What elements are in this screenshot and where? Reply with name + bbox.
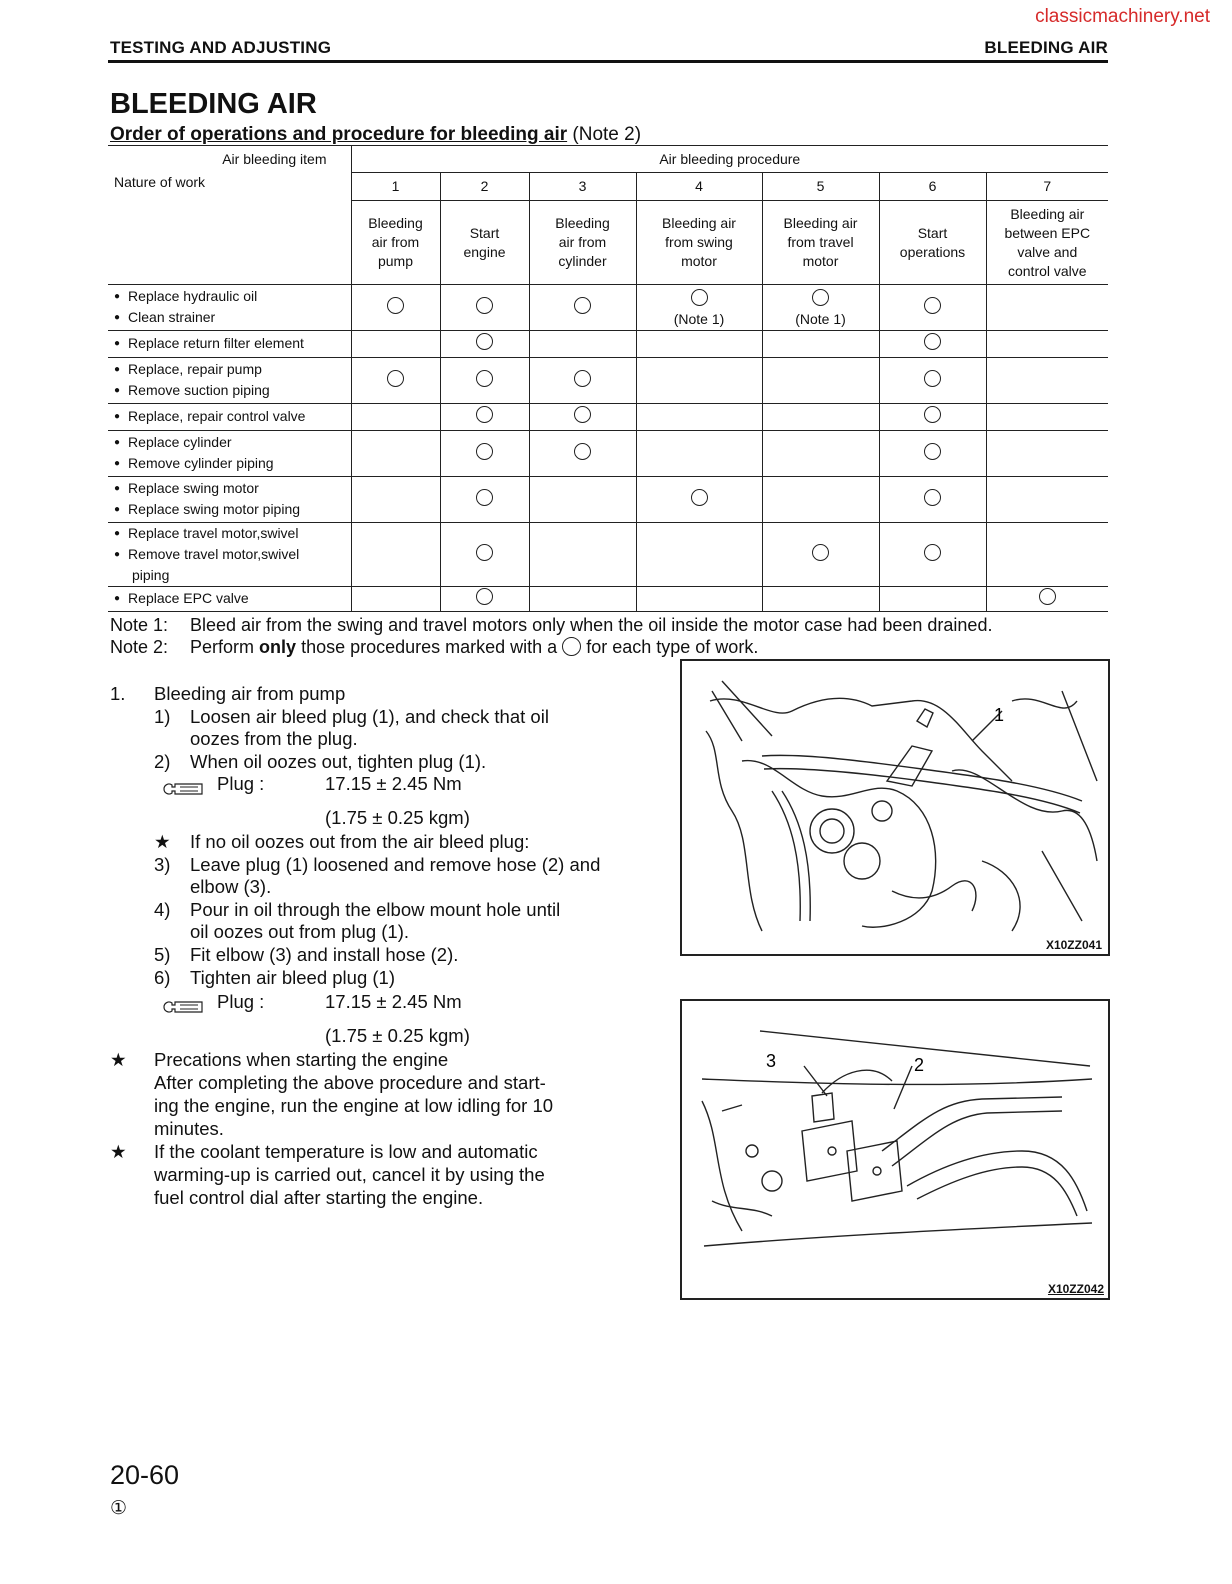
circle-mark-icon [574, 370, 591, 387]
step-line: from swing [665, 234, 733, 250]
callout-3: 3 [766, 1051, 777, 1071]
caution-text: ing the engine, run the engine at low idling for 10 [154, 1095, 554, 1116]
torque-value: 17.15 ± 2.45 Nm [325, 991, 462, 1012]
step-cell [762, 331, 879, 358]
step-number: 3 [529, 173, 636, 201]
note-1-label: Note 1: [110, 615, 169, 635]
circle-mark-icon [924, 443, 941, 460]
step-cell [440, 477, 529, 523]
note-2-text: those procedures marked with a [301, 637, 558, 657]
table-row [108, 477, 1108, 523]
circle-mark-icon [574, 297, 591, 314]
step-cell [879, 331, 986, 358]
torque-alt: (1.75 ± 0.25 kgm) [325, 807, 470, 828]
step-cell [879, 523, 986, 587]
callout-1: 1 [994, 705, 1005, 725]
step-text: Tighten air bleed plug (1) [190, 967, 395, 988]
step-cell [762, 477, 879, 523]
step-line: operations [899, 243, 966, 260]
step-cell [351, 285, 440, 331]
table-row [108, 523, 1108, 587]
step-number: 1 [351, 173, 440, 201]
step-cell [986, 404, 1108, 431]
step-cell [986, 285, 1108, 331]
circle-mark-icon [691, 489, 708, 506]
step-line: valve and [1017, 243, 1078, 260]
step-label [986, 201, 1108, 285]
page-number: 20-60 [110, 1460, 180, 1490]
circle-mark-icon [924, 406, 941, 423]
step-label [879, 201, 986, 285]
step-label [440, 201, 529, 285]
step-line: Bleeding air [662, 215, 736, 231]
nature-of-work-cell [108, 431, 351, 477]
note-1-text: Bleed air from the swing and travel motors only when the oil inside the motor case had been drained. [190, 615, 993, 635]
step-cell [440, 523, 529, 587]
work-item-continuation: piping [132, 567, 170, 583]
work-item: ● Remove cylinder piping [114, 454, 351, 475]
step-cell [440, 331, 529, 358]
circle-mark-icon [476, 443, 493, 460]
star-icon: ★ [110, 1141, 127, 1162]
torque-alt: (1.75 ± 0.25 kgm) [325, 1025, 470, 1046]
circle-mark-icon [476, 333, 493, 350]
step-cell [879, 404, 986, 431]
step-line: Bleeding air [783, 215, 858, 231]
figure-elbow-hose [680, 999, 1110, 1300]
step-line: Start [469, 224, 500, 241]
circle-mark-icon [924, 333, 941, 350]
step-cell [636, 431, 762, 477]
item-number: 1. [110, 683, 126, 704]
procedure-header: Air bleeding procedure [351, 146, 1108, 173]
caution-text: warming-up is carried out, cancel it by using the [154, 1164, 545, 1185]
work-item: ● Replace travel motor,swivel [114, 524, 351, 545]
step-cell [986, 331, 1108, 358]
torque-value: 17.15 ± 2.45 Nm [325, 773, 462, 794]
step-cell [879, 358, 986, 404]
step-text: Loosen air bleed plug (1), and check that oil [190, 706, 549, 727]
step-cell [636, 523, 762, 587]
step-cell [529, 587, 636, 612]
caution-heading: Precations when starting the engine [154, 1049, 449, 1070]
step-text: elbow (3). [190, 876, 272, 897]
star-icon: ★ [110, 1049, 127, 1070]
figure-id: X10ZZ041 [1045, 938, 1102, 952]
pump-illustration [682, 661, 1108, 954]
step-line: Bleeding [555, 215, 610, 231]
figure-pump-bleed-plug [680, 659, 1110, 956]
step-cell [762, 285, 879, 331]
step-text: Pour in oil through the elbow mount hole until [190, 899, 561, 920]
circle-mark-icon [562, 637, 581, 656]
step-cell [879, 285, 986, 331]
nature-of-work-cell [108, 358, 351, 404]
step-cell [762, 523, 879, 587]
table-caption [110, 124, 641, 146]
step-label [529, 201, 636, 285]
work-item: ● Clean strainer [114, 308, 351, 329]
step-cell [762, 431, 879, 477]
table-row [108, 331, 1108, 358]
note-1-marker: (Note 1) [673, 310, 725, 327]
step-number: 2 [440, 173, 529, 201]
table-row [108, 431, 1108, 477]
circle-mark-icon [924, 489, 941, 506]
circle-mark-icon [924, 544, 941, 561]
step-cell [529, 331, 636, 358]
step-cell [636, 587, 762, 612]
step-cell [986, 587, 1108, 612]
note-2-text: Perform [190, 637, 255, 657]
step-number: 7 [986, 173, 1108, 201]
circle-mark-icon [574, 443, 591, 460]
step-cell [351, 431, 440, 477]
step-cell [636, 404, 762, 431]
step-cell [986, 523, 1108, 587]
work-item: ● Replace cylinder [114, 433, 351, 454]
step-cell [636, 477, 762, 523]
circle-mark-icon [476, 297, 493, 314]
step-text: When oil oozes out, tighten plug (1). [190, 751, 487, 772]
circle-mark-icon [387, 297, 404, 314]
step-line: control valve [1007, 262, 1087, 279]
procedure-section [110, 683, 670, 1223]
figure-id: X10ZZ042 [1047, 1282, 1104, 1296]
nature-of-work-cell [108, 331, 351, 358]
step-cell [879, 431, 986, 477]
plug-label: Plug : [217, 991, 265, 1012]
note-2-emphasis: only [259, 637, 297, 657]
watermark: classicmachinery.net [1035, 6, 1210, 27]
step-cell [529, 404, 636, 431]
circle-mark-icon [924, 297, 941, 314]
step-number: 5 [762, 173, 879, 201]
step-cell [440, 285, 529, 331]
note-2-text: for each type of work. [586, 637, 759, 657]
step-cell [762, 587, 879, 612]
circle-mark-icon [476, 489, 493, 506]
step-line: from travel [787, 234, 854, 250]
step-cell [529, 523, 636, 587]
plug-label: Plug : [217, 773, 265, 794]
caution-text: minutes. [154, 1118, 224, 1139]
table-caption-note: (Note 2) [572, 124, 642, 145]
header-rule [108, 60, 1108, 63]
step-line: motor [802, 253, 839, 269]
work-item: ● Replace, repair pump [114, 360, 351, 381]
circle-mark-icon [387, 370, 404, 387]
revision-mark: ① [110, 1498, 128, 1519]
work-rows [108, 285, 1108, 612]
work-item: ● Remove travel motor,swivel [114, 545, 351, 566]
step-cell [440, 587, 529, 612]
air-bleeding-table [108, 145, 1108, 612]
step-label [636, 201, 762, 285]
step-cell [879, 477, 986, 523]
step-line: Start [917, 224, 948, 241]
step-text: Fit elbow (3) and install hose (2). [190, 944, 459, 965]
step-cell [440, 358, 529, 404]
note-1 [110, 615, 992, 636]
step-text: oil oozes out from plug (1). [190, 921, 410, 942]
step-cell [986, 477, 1108, 523]
step-num: 1) [154, 706, 171, 727]
step-cell [351, 331, 440, 358]
work-item: ● Remove suction piping [114, 381, 351, 402]
step-num: 6) [154, 967, 171, 988]
work-item: ● Replace swing motor piping [114, 500, 351, 521]
table-caption-bold: Order of operations and procedure for bleeding air [110, 124, 568, 145]
work-item: ● Replace EPC valve [114, 589, 351, 610]
step-line: air from [371, 234, 420, 250]
step-cell [529, 431, 636, 477]
step-label [351, 201, 440, 285]
step-label [762, 201, 879, 285]
step-num: 3) [154, 854, 171, 875]
step-cell [986, 358, 1108, 404]
nature-of-work-cell [108, 404, 351, 431]
step-cell [529, 477, 636, 523]
step-cell [986, 431, 1108, 477]
step-cell [351, 358, 440, 404]
step-cell [636, 358, 762, 404]
step-cell [636, 331, 762, 358]
step-number: 4 [636, 173, 762, 201]
note-1-marker: (Note 1) [795, 310, 846, 327]
step-cell [440, 431, 529, 477]
caution-text: If the coolant temperature is low and automatic [154, 1141, 538, 1162]
note-2 [110, 637, 758, 658]
step-line: engine [463, 243, 506, 260]
step-num: 5) [154, 944, 171, 965]
step-cell [636, 285, 762, 331]
nature-of-work: Nature of work [114, 173, 206, 190]
step-cell [440, 404, 529, 431]
caution-text: After completing the above procedure and start- [154, 1072, 546, 1093]
table-row [108, 587, 1108, 612]
topic-header: BLEEDING AIR [984, 38, 1108, 57]
step-line: motor [681, 253, 717, 269]
note-2-label: Note 2: [110, 637, 169, 657]
page-title: BLEEDING AIR [110, 88, 317, 120]
step-line: Bleeding air [1010, 205, 1085, 222]
torque-wrench-icon [162, 777, 204, 800]
star-text: If no oil oozes out from the air bleed plug: [190, 831, 530, 852]
circle-mark-icon [812, 289, 829, 306]
nature-of-work-cell [108, 285, 351, 331]
step-line: between EPC [1004, 224, 1091, 241]
torque-wrench-icon [162, 995, 204, 1018]
circle-mark-icon [812, 544, 829, 561]
step-cell [762, 358, 879, 404]
corner-work-label [108, 173, 351, 285]
step-num: 4) [154, 899, 171, 920]
step-cell [351, 523, 440, 587]
circle-mark-icon [691, 289, 708, 306]
work-item: ● Replace hydraulic oil [114, 287, 351, 308]
work-item: ● Replace return filter element [114, 334, 351, 355]
section-header: TESTING AND ADJUSTING [110, 38, 332, 57]
step-text: oozes from the plug. [190, 728, 358, 749]
caution-text: fuel control dial after starting the engine. [154, 1187, 484, 1208]
step-cell [529, 285, 636, 331]
table-row [108, 404, 1108, 431]
step-line: air from [558, 234, 607, 250]
elbow-hose-illustration [682, 1001, 1108, 1298]
nature-of-work-cell [108, 587, 351, 612]
item-heading: Bleeding air from pump [154, 683, 346, 704]
step-line: pump [377, 253, 414, 269]
step-cell [879, 587, 986, 612]
table-row [108, 358, 1108, 404]
circle-mark-icon [924, 370, 941, 387]
corner-item-label: Air bleeding item [108, 146, 351, 173]
circle-mark-icon [1039, 588, 1056, 605]
nature-of-work-cell [108, 523, 351, 587]
circle-mark-icon [476, 370, 493, 387]
step-cell [351, 477, 440, 523]
callout-2: 2 [914, 1055, 925, 1075]
circle-mark-icon [574, 406, 591, 423]
step-cell [762, 404, 879, 431]
circle-mark-icon [476, 588, 493, 605]
table-row [108, 285, 1108, 331]
step-num: 2) [154, 751, 171, 772]
work-item: ● Replace, repair control valve [114, 407, 351, 428]
step-text: Leave plug (1) loosened and remove hose (2) and [190, 854, 601, 875]
step-cell [351, 587, 440, 612]
step-line: cylinder [558, 253, 607, 269]
nature-of-work-cell [108, 477, 351, 523]
step-cell [529, 358, 636, 404]
step-line: Bleeding [368, 215, 423, 231]
star-icon: ★ [154, 831, 171, 852]
step-cell [351, 404, 440, 431]
step-number: 6 [879, 173, 986, 201]
circle-mark-icon [476, 406, 493, 423]
work-item: ● Replace swing motor [114, 479, 351, 500]
circle-mark-icon [476, 544, 493, 561]
